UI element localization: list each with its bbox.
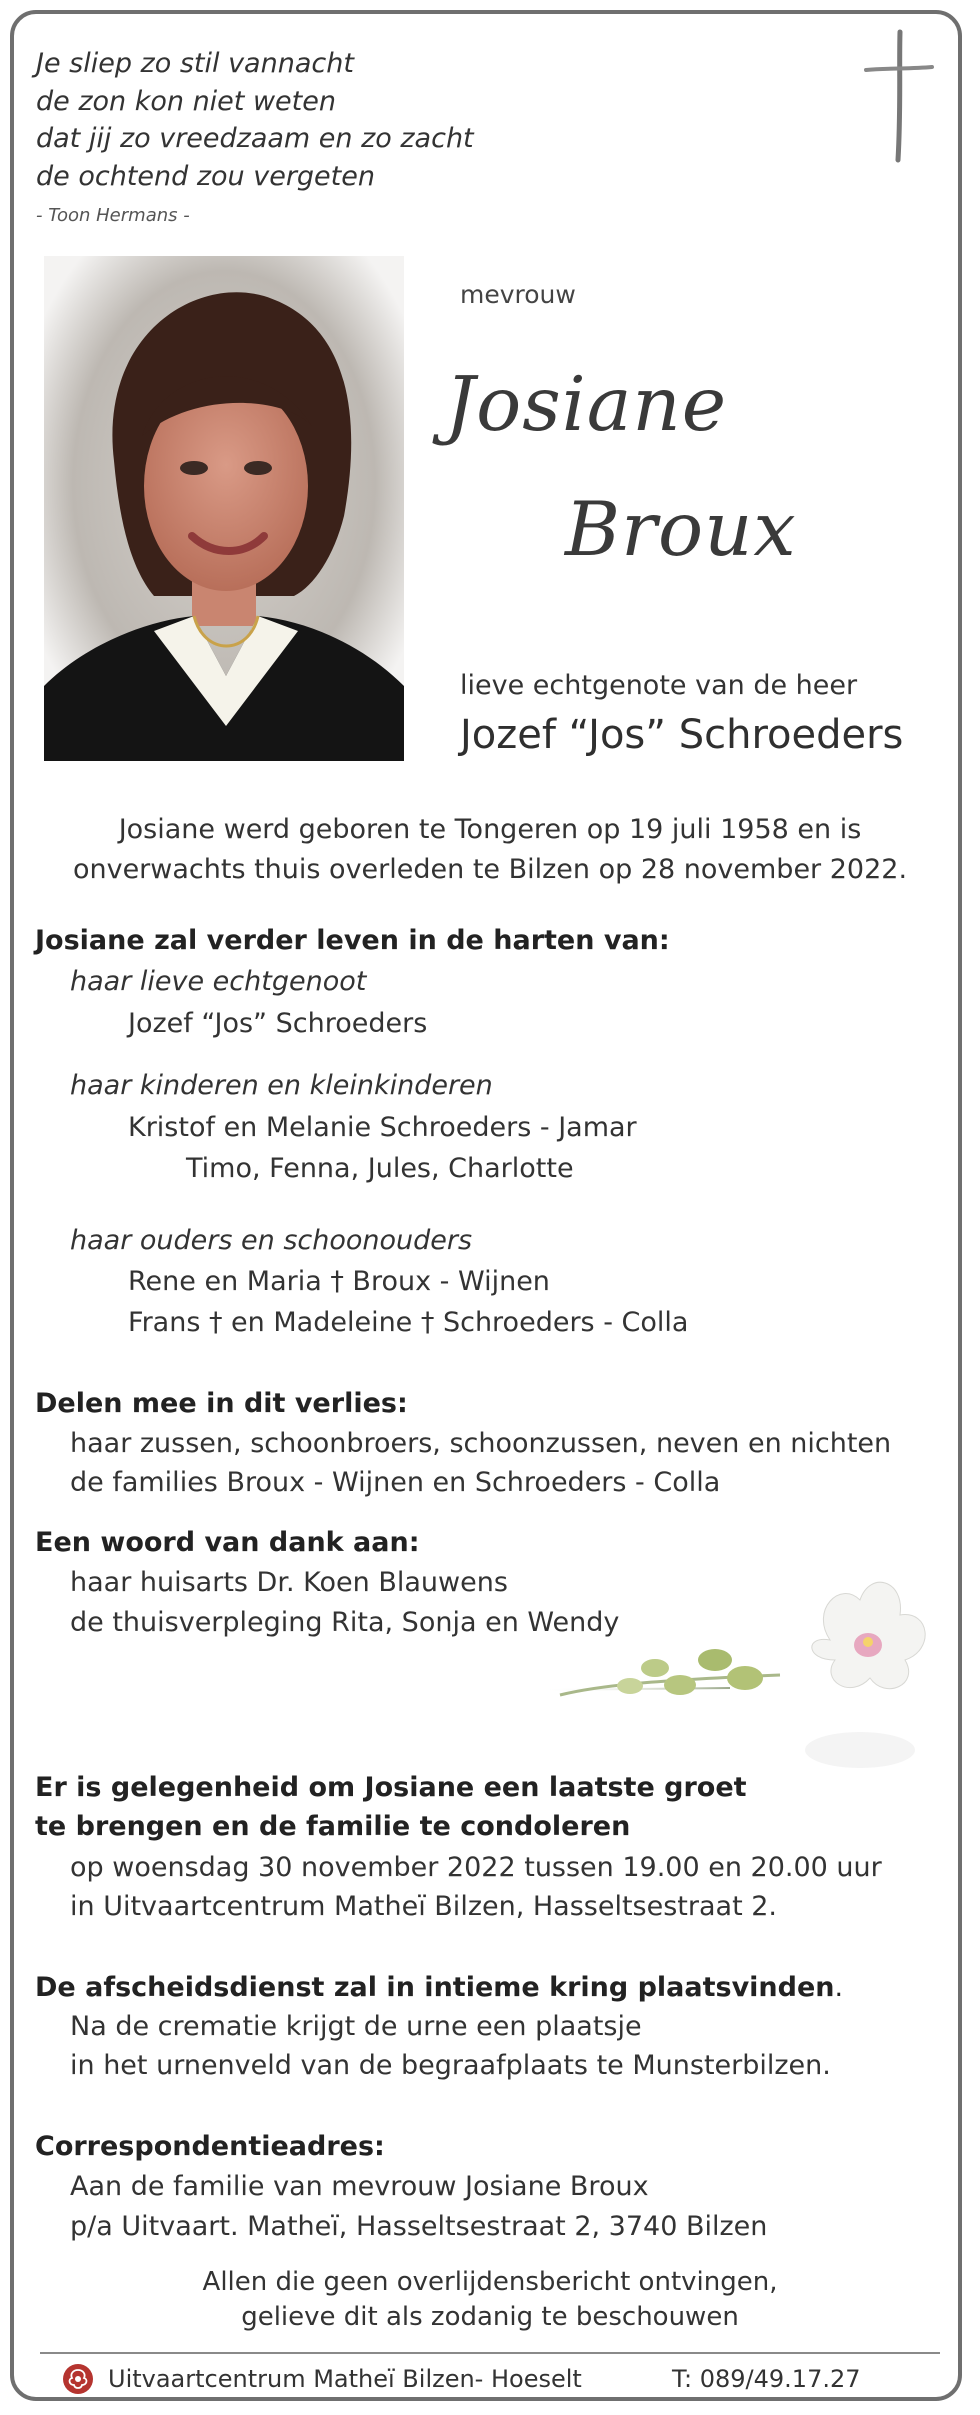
- poem-line: dat jij zo vreedzaam en zo zacht: [36, 123, 474, 154]
- notice-line: gelieve dit als zodanig te beschouwen: [241, 2302, 739, 2332]
- family-group-label: haar lieve echtgenoot: [70, 966, 367, 997]
- spouse-name: Jozef “Jos” Schroeders: [460, 712, 904, 758]
- thanks-line: haar huisarts Dr. Koen Blauwens: [70, 1567, 508, 1598]
- notice-line: Allen die geen overlijdensbericht ontvingen,: [202, 2267, 778, 2297]
- family-member: Frans † en Madeleine † Schroeders - Colla: [128, 1307, 689, 1338]
- orchid-flower-icon: [540, 1560, 940, 1790]
- spouse-intro: lieve echtgenote van de heer: [460, 670, 858, 701]
- farewell-line: in Uitvaartcentrum Matheï Bilzen, Hasseltsestraat 2.: [70, 1891, 778, 1922]
- service-heading-row: [35, 1972, 843, 2003]
- poem-line: Je sliep zo stil vannacht: [36, 48, 354, 79]
- poem-line: de zon kon niet weten: [36, 85, 336, 117]
- family-member: Rene en Maria † Broux - Wijnen: [128, 1266, 550, 1297]
- farewell-heading: Er is gelegenheid om Josiane een laatste groet: [35, 1772, 747, 1803]
- rose-logo-icon: [62, 2363, 94, 2395]
- deceased-last-name: Broux: [565, 485, 797, 573]
- service-line: in het urnenveld van de begraafplaats te Munsterbilzen.: [70, 2050, 831, 2081]
- deceased-first-name: Josiane: [445, 360, 728, 448]
- cross-icon: [858, 28, 938, 168]
- poem: [36, 45, 474, 195]
- family-member: Timo, Fenna, Jules, Charlotte: [186, 1153, 574, 1184]
- service-heading-end: .: [834, 1972, 844, 2003]
- correspondence-heading: Correspondentieadres:: [35, 2131, 385, 2162]
- farewell-heading: te brengen en de familie te condoleren: [35, 1811, 631, 1842]
- footer-divider: [40, 2352, 940, 2354]
- sharing-heading: Delen mee in dit verlies:: [35, 1388, 408, 1419]
- funeral-home-name: Uitvaartcentrum Matheï Bilzen- Hoeselt: [108, 2365, 582, 2393]
- correspondence-line: Aan de familie van mevrouw Josiane Broux: [70, 2171, 649, 2202]
- family-group-label: haar kinderen en kleinkinderen: [70, 1070, 493, 1101]
- sharing-line: haar zussen, schoonbroers, schoonzussen, neven en nichten: [70, 1428, 892, 1459]
- sharing-line: de families Broux - Wijnen en Schroeders - Colla: [70, 1467, 721, 1498]
- family-heading: Josiane zal verder leven in de harten van:: [35, 925, 670, 956]
- poem-author: - Toon Hermans -: [36, 205, 190, 226]
- service-heading: De afscheidsdienst zal in intieme kring plaatsvinden: [35, 1972, 835, 2003]
- family-group-label: haar ouders en schoonouders: [70, 1225, 473, 1256]
- portrait-photo: [44, 256, 404, 761]
- family-member: Kristof en Melanie Schroeders - Jamar: [128, 1112, 637, 1143]
- deceased-title: mevrouw: [460, 280, 576, 309]
- funeral-home-phone: T: 089/49.17.27: [672, 2365, 861, 2393]
- birth-death-line: onverwachts thuis overleden te Bilzen op 28 november 2022.: [72, 854, 908, 885]
- birth-death-line: Josiane werd geboren te Tongeren op 19 juli 1958 en is: [118, 814, 862, 845]
- farewell-line: op woensdag 30 november 2022 tussen 19.00 en 20.00 uur: [70, 1852, 882, 1883]
- thanks-heading: Een woord van dank aan:: [35, 1527, 420, 1558]
- service-line: Na de crematie krijgt de urne een plaatsje: [70, 2011, 642, 2042]
- poem-line: de ochtend zou vergeten: [36, 160, 375, 192]
- thanks-line: de thuisverpleging Rita, Sonja en Wendy: [70, 1607, 620, 1638]
- portrait-illustration: [44, 256, 404, 761]
- correspondence-line: p/a Uitvaart. Matheï, Hasseltsestraat 2, 3740 Bilzen: [70, 2211, 768, 2242]
- family-member: Jozef “Jos” Schroeders: [128, 1008, 428, 1039]
